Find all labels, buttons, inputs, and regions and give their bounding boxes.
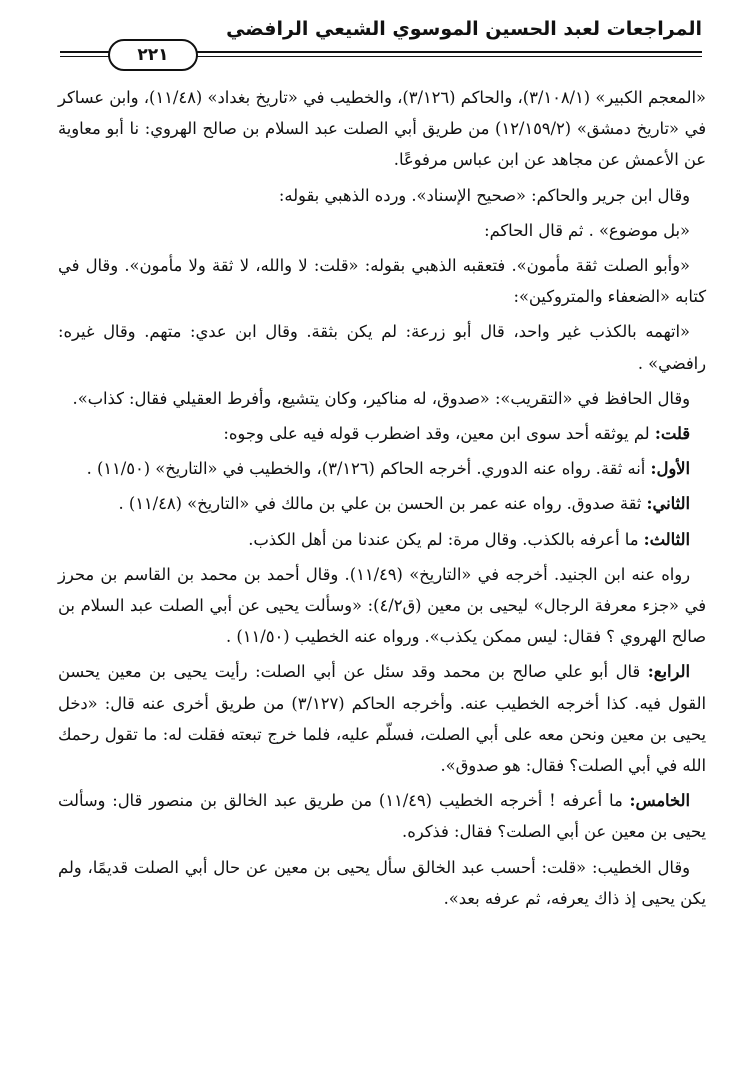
- page-header: [60, 6, 702, 68]
- paragraph: [58, 559, 706, 653]
- paragraph-lead: الخامس:: [629, 791, 690, 811]
- paragraph-text: «المعجم الكبير» (٣/١٠٨/١)، والحاكم (٣/١٢٦)، والخطيب في «تاريخ بغداد» (١١/٤٨)، وابن عساكر في «تاريخ دمشق» (١٢/١٥٩/٢) من طريق أبي الصلت عبد السلام بن صالح الهروي: نا أبو معاوية عن الأعمش عن مجاهد عن ابن عباس مرفوعًا.: [58, 88, 707, 170]
- paragraph-lead: الثالث:: [643, 529, 690, 549]
- paragraph: [58, 656, 706, 781]
- paragraph-text: وقال الحافظ في «التقريب»: «صدوق، له مناكير، وكان يتشيع، وأفرط العقيلي فقال: كذاب».: [72, 388, 690, 408]
- paragraph: [58, 785, 706, 847]
- paragraph: [58, 852, 706, 914]
- paragraph-text: وقال الخطيب: «قلت: أحسب عبد الخالق سأل يحيى بن معين عن حال أبي الصلت قديمًا، ولم يكن يحيى إذ ذاك يعرفه، ثم عرفه بعد».: [58, 857, 706, 908]
- paragraph: [58, 524, 706, 555]
- body-text: [58, 82, 706, 918]
- paragraph-lead: الأول:: [650, 459, 690, 479]
- paragraph-lead: قلت:: [654, 424, 690, 444]
- paragraph-text: «وأبو الصلت ثقة مأمون». فتعقبه الذهبي بقوله: «قلت: لا والله، لا ثقة ولا مأمون». وقال في كتابه «الضعفاء والمتروكين»:: [58, 256, 706, 307]
- paragraph-text: لم يوثقه أحد سوى ابن معين، وقد اضطرب قوله فيه على وجوه:: [223, 424, 655, 444]
- paragraph: [58, 250, 706, 312]
- paragraph: [58, 82, 706, 176]
- paragraph-text: «اتهمه بالكذب غير واحد، قال أبو زرعة: لم يكن بثقة. وقال ابن عدي: متهم. وقال غيره: رافضي» .: [58, 322, 706, 373]
- paragraph: [58, 418, 706, 449]
- paragraph-lead: الثاني:: [646, 494, 690, 514]
- paragraph-text: «بل موضوع» . ثم قال الحاكم:: [484, 220, 690, 240]
- paragraph: [58, 383, 706, 414]
- running-title: المراجعات لعبد الحسين الموسوي الشيعي الرافضي: [226, 18, 702, 40]
- paragraph-text: ما أعرفه ! أخرجه الخطيب (١١/٤٩) من طريق عبد الخالق بن منصور قال: وسألت يحيى بن معين عن أبي الصلت؟ فقال: فذكره.: [58, 791, 706, 842]
- paragraph: [58, 180, 706, 211]
- paragraph-lead: الرابع:: [647, 662, 690, 682]
- paragraph-text: ما أعرفه بالكذب. وقال مرة: لم يكن عندنا من أهل الكذب.: [248, 529, 644, 549]
- paragraph: [58, 488, 706, 519]
- paragraph-text: رواه عنه ابن الجنيد. أخرجه في «التاريخ» (١١/٤٩). وقال أحمد بن محمد بن القاسم بن محرز في «جزء معرفة الرجال» ليحيى بن معين (ق٤/٢): «وسألت يحيى عن أبي الصلت عبد السلام بن صالح الهروي ؟ فقال: ليس ممكن يكذب». ورواه عنه الخطيب (١١/٥٠) .: [58, 564, 706, 647]
- paragraph-text: ثقة صدوق. رواه عنه عمر بن الحسن بن علي بن مالك في «التاريخ» (١١/٤٨) .: [118, 494, 647, 514]
- paragraph-text: وقال ابن جرير والحاكم: «صحيح الإسناد». ورده الذهبي بقوله:: [278, 185, 690, 205]
- paragraph: [58, 316, 706, 378]
- paragraph-text: قال أبو علي صالح بن محمد وقد سئل عن أبي الصلت: رأيت يحيى بن معين يحسن القول فيه. كذا أخرجه الخطيب عنه. وأخرجه الحاكم (٣/١٢٧) من طريق أخرى عنه قال: «دخل يحيى بن معين ونحن معه على أبي الصلت، فسلّم عليه، فلما خرج تبعته فقلت له: ما تقول رحمك الله في أبي الصلت؟ فقال: هو صدوق».: [58, 662, 706, 776]
- page-number: ٢٢١: [108, 39, 198, 71]
- paragraph-text: أنه ثقة. رواه عنه الدوري. أخرجه الحاكم (٣/١٢٦)، والخطيب في «التاريخ» (١١/٥٠) .: [86, 459, 651, 479]
- paragraph: [58, 453, 706, 484]
- paragraph: [58, 215, 706, 246]
